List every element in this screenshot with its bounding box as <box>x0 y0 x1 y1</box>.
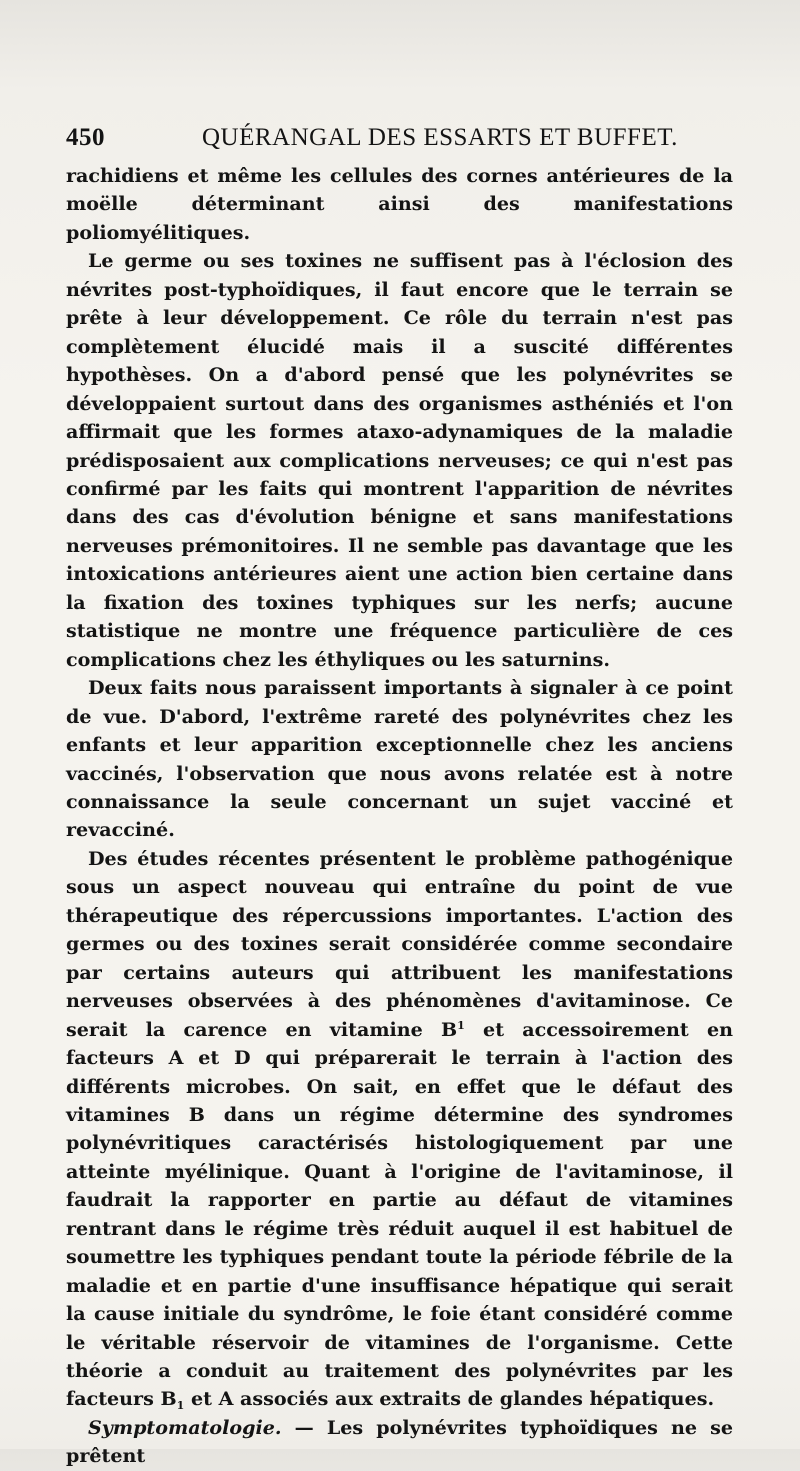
text-body <box>66 162 733 1471</box>
running-title: QUÉRANGAL DES ESSARTS ET BUFFET. <box>202 124 678 151</box>
paragraph-5-text: — Les polynévrites typhoïdiques ne se prêtent <box>66 1415 733 1468</box>
paragraph-1: rachidiens et même les cellules des cornes antérieures de la moëlle déterminant ainsi des manifestations poliomyélitiques. <box>66 164 733 244</box>
section-heading: Symptomatologie. <box>88 1415 282 1439</box>
paragraph-2: Le germe ou ses toxines ne suffisent pas à l'éclosion des névrites post-typhoïdiques, il faut encore que le terrain se prête à leur développement. Ce rôle du terrain n'est pas complètement élucidé mais il a suscité différentes hypothèses. On a d'abord pensé que les polynévrites se développaient surtout dans des organismes asthéniés et l'on affirmait que les formes ataxo-adynamiques de la maladie prédisposaient aux complications nerveuses; ce qui n'est pas confirmé par les faits qui montrent l'apparition de névrites dans des cas d'évolution bénigne et sans manifestations nerveuses prémonitoires. Il ne semble pas davantage que les intoxications antérieures aient une action bien certaine dans la fixation des toxines typhiques sur les nerfs; aucune statistique ne montre une fréquence particulière de ces complications chez les éthyliques ou les saturnins. <box>66 249 733 671</box>
subscript-1: 1 <box>176 1399 185 1413</box>
page-number: 450 <box>66 124 105 151</box>
superscript-1: 1 <box>457 1018 465 1032</box>
page-header <box>66 118 733 158</box>
paragraph-4-part-b: et accessoirement en facteurs A et D qui préparerait le terrain à l'action des différents microbes. On sait, en effet que le défaut des vitamines B dans un régime détermine des syndromes polynévritiques caractérisés histologiquement par une atteinte myélinique. Quant à l'origine de l'avitaminose, il faudrait la rapporter en partie au défaut de vitamines rentrant dans le régime très réduit auquel il est habituel de soumettre les typhiques pendant toute la période fébrile de la maladie et en partie d'une insuffisance hépatique qui serait la cause initiale du syndrôme, le foie étant considéré comme le véritable réservoir de vitamines de l'organisme. Cette théorie a conduit au traitement des polynévrites par les facteurs B <box>66 1017 733 1411</box>
paragraph-4-part-a: Des études récentes présentent le problème pathogénique sous un aspect nouveau qui entraîne du point de vue thérapeutique des répercussions importantes. L'action des germes ou des toxines serait considérée comme secondaire par certains auteurs qui attribuent les manifestations nerveuses observées à des phénomènes d'avitaminose. Ce serait la carence en vitamine B <box>66 846 733 1041</box>
paragraph-4 <box>66 845 733 1414</box>
page <box>66 118 733 1471</box>
paragraph-3: Deux faits nous paraissent importants à signaler à ce point de vue. D'abord, l'extrême rareté des polynévrites chez les enfants et leur apparition exceptionnelle chez les anciens vaccinés, l'observation que nous avons relatée est à notre connaissance la seule concernant un sujet vacciné et revacciné. <box>66 676 733 842</box>
paragraph-5 <box>66 1414 733 1471</box>
paragraph-4-part-c: et A associés aux extraits de glandes hépatiques. <box>184 1387 715 1411</box>
